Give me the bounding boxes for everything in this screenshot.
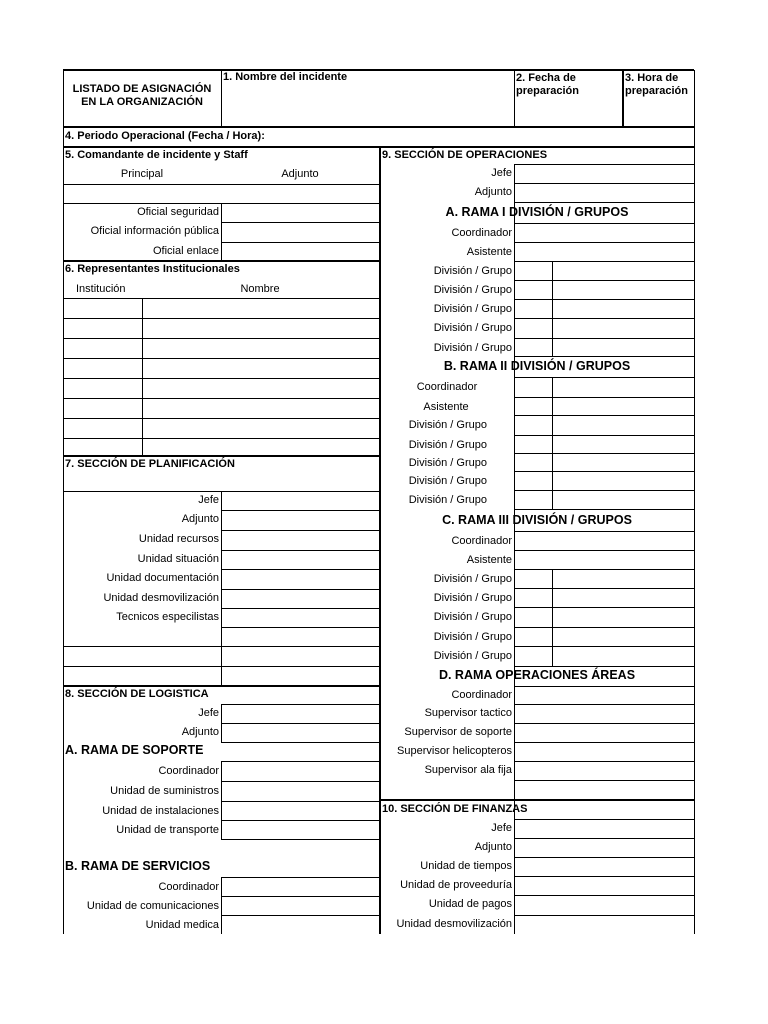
command-role-label: Oficial enlace (152, 245, 219, 257)
branch-b-title: B. RAMA II DIVISIÓN / GRUPOS (443, 359, 631, 373)
grid-line (63, 69, 694, 71)
division-name-field[interactable] (553, 491, 693, 508)
support-role-label: Unidad de transporte (116, 824, 219, 836)
division-code-field[interactable] (515, 378, 551, 396)
grid-line (514, 509, 694, 510)
air-role-label: Supervisor helicopteros (397, 745, 512, 757)
division-group-label: División / Grupo (433, 284, 512, 296)
services-role-field[interactable] (222, 897, 379, 914)
division-group-label: División / Grupo (433, 631, 512, 643)
command-role-label: Oficial seguridad (137, 206, 219, 218)
grid-line (514, 202, 694, 203)
division-code-field[interactable] (515, 281, 551, 298)
institution-field[interactable] (64, 379, 141, 397)
grid-line (221, 491, 222, 686)
division-group-label: División / Grupo (433, 592, 512, 604)
command-role-field[interactable] (222, 204, 379, 221)
coordinator-label: Coordinador (451, 227, 512, 239)
division-name-field[interactable] (553, 300, 693, 317)
logistics-role-label: Jefe (198, 707, 219, 719)
grid-line (63, 126, 694, 128)
grid-line (552, 261, 553, 356)
institution-field[interactable] (64, 419, 141, 437)
institution-field[interactable] (64, 359, 141, 377)
support-role-label: Unidad de suministros (110, 785, 219, 797)
division-group-label: División / Grupo (408, 494, 487, 506)
operational-period-field[interactable] (271, 129, 693, 145)
operations-section-title: 9. SECCIÓN DE OPERACIONES (382, 149, 548, 161)
support-role-field[interactable] (222, 802, 379, 819)
division-code-field[interactable] (515, 589, 551, 606)
division-code-field[interactable] (515, 262, 551, 279)
division-name-field[interactable] (553, 647, 693, 665)
grid-line (379, 147, 381, 934)
air-role-label: Supervisor de soporte (404, 726, 512, 738)
institution-column-header: Institución (76, 283, 126, 295)
air-role-label: Supervisor ala fija (424, 764, 512, 776)
operations-role-label: Jefe (491, 167, 512, 179)
grid-line (63, 455, 380, 457)
finance-role-field[interactable] (515, 858, 693, 875)
coordinator-label: Coordinador (416, 381, 478, 393)
planning-extra-field[interactable] (222, 647, 379, 665)
branch-assistant-field[interactable] (515, 551, 693, 568)
institution-name-field[interactable] (143, 339, 379, 357)
grid-line (221, 839, 380, 840)
planning-extra-field[interactable] (222, 667, 379, 685)
grid-line (380, 799, 694, 801)
division-code-field[interactable] (515, 300, 551, 317)
division-group-label: División / Grupo (433, 265, 512, 277)
support-role-field[interactable] (222, 821, 379, 838)
finance-role-field[interactable] (515, 839, 693, 856)
institution-field[interactable] (64, 319, 141, 337)
division-name-field[interactable] (553, 589, 693, 606)
form-title: LISTADO DE ASIGNACIÓN EN LA ORGANIZACIÓN (72, 83, 212, 108)
division-code-field[interactable] (515, 608, 551, 626)
division-group-label: División / Grupo (433, 342, 512, 354)
logistics-section-title: 8. SECCIÓN DE LOGISTICA (65, 688, 209, 700)
air-role-label: Coordinador (451, 689, 512, 701)
planning-extra-field[interactable] (64, 628, 220, 645)
division-group-label: División / Grupo (433, 303, 512, 315)
institution-name-field[interactable] (143, 439, 379, 455)
grid-line (514, 356, 694, 357)
coordinator-label: Coordinador (451, 535, 512, 547)
division-code-field[interactable] (515, 416, 551, 434)
institution-field[interactable] (64, 339, 141, 357)
institution-name-field[interactable] (143, 419, 379, 437)
command-adjunto-field[interactable] (222, 185, 379, 202)
division-name-field[interactable] (553, 436, 693, 452)
planning-role-field[interactable] (222, 609, 379, 626)
branch-d-title: D. RAMA OPERACIONES ÁREAS (438, 668, 636, 682)
command-role-field[interactable] (222, 243, 379, 260)
air-role-field[interactable] (515, 705, 693, 722)
prep-date-field[interactable] (515, 99, 622, 126)
services-role-label: Unidad de comunicaciones (86, 900, 219, 912)
institution-name-field[interactable] (143, 319, 379, 337)
support-role-field[interactable] (222, 762, 379, 780)
prep-time-field[interactable] (624, 99, 693, 126)
logistics-role-label: Adjunto (181, 726, 219, 738)
name-column-header: Nombre (240, 283, 280, 295)
planning-extra-field[interactable] (222, 628, 379, 645)
division-name-field[interactable] (553, 319, 693, 337)
planning-extra-field[interactable] (64, 647, 220, 665)
command-principal-field[interactable] (64, 185, 220, 202)
assistant-label: Asistente (466, 554, 512, 566)
division-code-field[interactable] (515, 436, 551, 452)
grid-line (514, 666, 694, 667)
division-code-field[interactable] (515, 398, 551, 414)
division-name-field[interactable] (553, 454, 693, 470)
branch-a-title: A. RAMA I DIVISIÓN / GRUPOS (445, 205, 629, 219)
planning-role-field[interactable] (222, 590, 379, 607)
branch-c-title: C. RAMA III DIVISIÓN / GRUPOS (442, 513, 632, 527)
grid-line (63, 260, 380, 262)
support-role-label: Coordinador (158, 765, 219, 777)
incident-name-label: 1. Nombre del incidente (223, 71, 348, 83)
planning-role-field[interactable] (222, 511, 379, 529)
support-role-field[interactable] (222, 782, 379, 800)
air-role-field[interactable] (515, 687, 693, 703)
grid-line (142, 298, 143, 456)
division-name-field[interactable] (553, 628, 693, 645)
services-role-label: Coordinador (158, 881, 219, 893)
institution-field[interactable] (64, 399, 141, 417)
finance-role-field[interactable] (515, 820, 693, 837)
institution-field[interactable] (64, 439, 141, 455)
grid-line (221, 761, 222, 839)
support-branch-title: A. RAMA DE SOPORTE (65, 743, 204, 757)
institution-name-field[interactable] (143, 299, 379, 317)
logistics-role-field[interactable] (222, 705, 379, 722)
planning-role-label: Unidad desmovilización (103, 592, 219, 604)
division-group-label: División / Grupo (408, 439, 487, 451)
planning-role-field[interactable] (222, 531, 379, 549)
institution-name-field[interactable] (143, 399, 379, 417)
planning-role-label: Jefe (198, 494, 219, 506)
institution-name-field[interactable] (143, 359, 379, 377)
assistant-label: Asistente (423, 401, 469, 413)
division-code-field[interactable] (515, 647, 551, 665)
planning-role-field[interactable] (222, 551, 379, 568)
branch-coordinator-field[interactable] (515, 224, 693, 241)
division-group-label: División / Grupo (433, 322, 512, 334)
command-role-label: Oficial información pública (90, 225, 219, 237)
finance-section-title: 10. SECCIÓN DE FINANZAS (382, 803, 528, 815)
division-code-field[interactable] (515, 491, 551, 508)
division-code-field[interactable] (515, 454, 551, 470)
planning-role-label: Tecnicos especilistas (116, 611, 219, 623)
division-name-field[interactable] (553, 416, 693, 434)
services-branch-title: B. RAMA DE SERVICIOS (65, 859, 211, 873)
planning-role-label: Unidad situación (137, 553, 219, 565)
grid-line (221, 877, 222, 934)
institution-name-field[interactable] (143, 379, 379, 397)
grid-line (63, 685, 380, 687)
planning-section-title: 7. SECCIÓN DE PLANIFICACIÓN (65, 458, 235, 470)
institutional-section-title: 6. Representantes Institucionales (65, 263, 240, 275)
air-role-label: Supervisor tactico (424, 707, 512, 719)
prep-time-label: 3. Hora de preparación (625, 72, 688, 97)
operations-role-field[interactable] (515, 184, 693, 201)
division-group-label: División / Grupo (433, 611, 512, 623)
services-role-label: Unidad medica (145, 919, 219, 931)
division-code-field[interactable] (515, 570, 551, 587)
air-role-field[interactable] (515, 724, 693, 741)
institution-field[interactable] (64, 299, 141, 317)
division-name-field[interactable] (553, 281, 693, 298)
division-group-label: División / Grupo (433, 573, 512, 585)
division-group-label: División / Grupo (408, 419, 487, 431)
planning-role-field[interactable] (222, 492, 379, 509)
adjunto-label: Adjunto (281, 168, 319, 180)
division-code-field[interactable] (515, 472, 551, 489)
grid-line (514, 780, 694, 781)
finance-role-field[interactable] (515, 896, 693, 914)
division-group-label: División / Grupo (433, 650, 512, 662)
planning-role-label: Unidad documentación (106, 572, 219, 584)
finance-role-label: Unidad desmovilización (396, 918, 512, 930)
air-role-field[interactable] (515, 743, 693, 760)
division-code-field[interactable] (515, 339, 551, 355)
division-name-field[interactable] (553, 570, 693, 587)
finance-role-label: Unidad de tiempos (420, 860, 512, 872)
division-group-label: División / Grupo (408, 475, 487, 487)
planning-role-field[interactable] (222, 570, 379, 588)
branch-assistant-field[interactable] (515, 243, 693, 260)
division-name-field[interactable] (553, 608, 693, 626)
grid-line (221, 704, 222, 742)
prep-date-label: 2. Fecha de preparación (516, 72, 579, 97)
finance-role-label: Adjunto (474, 841, 512, 853)
grid-line (694, 70, 695, 934)
planning-extra-field[interactable] (64, 667, 220, 685)
division-code-field[interactable] (515, 628, 551, 645)
finance-role-field[interactable] (515, 877, 693, 894)
operations-role-label: Adjunto (474, 186, 512, 198)
incident-name-field[interactable] (222, 87, 513, 126)
finance-role-label: Unidad de proveeduría (400, 879, 512, 891)
division-code-field[interactable] (515, 319, 551, 337)
operations-role-field[interactable] (515, 165, 693, 182)
division-name-field[interactable] (553, 339, 693, 355)
grid-line (552, 377, 553, 509)
services-role-field[interactable] (222, 916, 379, 933)
support-role-label: Unidad de instalaciones (102, 805, 219, 817)
command-section-title: 5. Comandante de incidente y Staff (65, 149, 248, 161)
planning-role-label: Unidad recursos (138, 533, 219, 545)
finance-role-field[interactable] (515, 916, 693, 933)
grid-line (221, 742, 380, 743)
grid-line (221, 203, 222, 261)
division-group-label: División / Grupo (408, 457, 487, 469)
logistics-role-field[interactable] (222, 724, 379, 741)
principal-label: Principal (120, 168, 164, 180)
division-name-field[interactable] (553, 378, 693, 396)
command-role-field[interactable] (222, 223, 379, 241)
division-name-field[interactable] (553, 398, 693, 414)
assistant-label: Asistente (466, 246, 512, 258)
services-role-field[interactable] (222, 878, 379, 895)
finance-role-label: Unidad de pagos (428, 898, 512, 910)
operational-period-label: 4. Periodo Operacional (Fecha / Hora): (65, 130, 265, 142)
division-name-field[interactable] (553, 262, 693, 279)
division-name-field[interactable] (553, 472, 693, 489)
planning-role-label: Adjunto (181, 513, 219, 525)
air-role-field[interactable] (515, 762, 693, 779)
branch-coordinator-field[interactable] (515, 532, 693, 549)
finance-role-label: Jefe (491, 822, 512, 834)
grid-line (552, 569, 553, 666)
